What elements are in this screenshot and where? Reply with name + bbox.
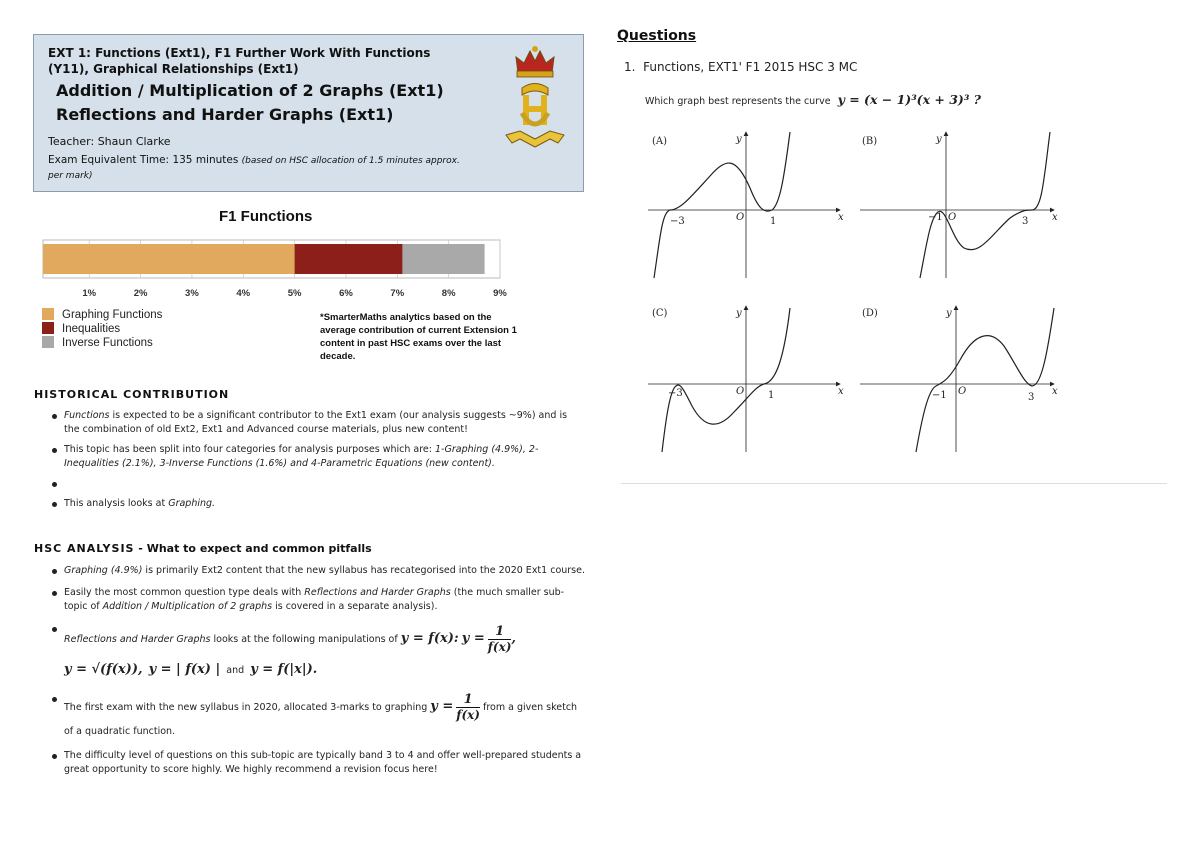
tick-label: 9% [493,288,507,299]
legend-item-inequalities [42,322,162,335]
list-item [50,443,585,471]
list-item [50,564,585,578]
bar-segment-inequalities [295,244,403,274]
tick-label: 4% [236,288,251,299]
historical-list [50,409,585,511]
legend-label-inverse: Inverse Functions [62,337,153,349]
graph-c-origin: O [736,386,745,397]
graph-d-label: (D) [862,308,878,319]
stacked-bar-chart [30,232,510,308]
math-and: and [226,665,245,676]
header-box [33,34,584,192]
graph-b-tick-neg1: −1 [928,212,943,223]
chart-title: F1 Functions [219,208,313,225]
hsc-list [50,564,585,777]
chart-legend [42,308,162,349]
graph-d [860,306,1058,452]
fraction-denominator: f(x) [456,708,480,722]
list-item [50,622,585,682]
hsc-b3-em: Reflections and Harder Graphs [64,634,211,645]
historical-b1-em: Functions [64,410,110,421]
hsc-b2-end: is covered in a separate analysis). [272,601,438,612]
tick-label: 2% [133,288,148,299]
title-line-1: Addition / Multiplication of 2 Graphs (Ext1) [56,81,444,100]
exam-value: 135 minutes [172,154,239,166]
graph-b-tick-3: 3 [1022,216,1029,227]
historical-b2-text: This topic has been split into four categories for analysis purposes which are: [64,444,436,455]
list-item [50,749,585,777]
graph-a-origin: O [736,212,745,223]
graph-d-tick-3: 3 [1028,392,1035,403]
graph-c [648,306,844,452]
hsc-title-rest: - What to expect and common pitfalls [134,542,372,555]
legend-swatch-inverse [42,336,54,348]
hsc-b2-em1: Reflections and Harder Graphs [304,587,451,598]
graph-a-tick-neg3: −3 [670,216,685,227]
historical-b4-em: Graphing. [168,498,216,509]
teacher-line [48,135,171,148]
graph-b [860,132,1058,278]
fraction-numerator: 1 [488,624,512,640]
school-crest-icon [500,43,570,153]
hsc-b3-text: looks at the following manipulations of [210,634,401,645]
tick-label: 6% [339,288,353,299]
graph-d-y-axis-label: y [946,308,952,319]
questions-heading: Questions [617,28,697,44]
question-number: 1. [624,60,636,74]
hsc-b1-em: Graphing (4.9%) [64,565,143,576]
hsc-b2-mid: (the much smaller sub-topic of [64,587,565,612]
historical-b4-text: This analysis looks at [64,498,169,509]
historical-b1-text: is expected to be a significant contributor to the Ext1 exam (our analysis suggests ~9%) and is the combination of old Ext2, Ext1 and Advanced course materials, plus new content! [64,410,568,435]
exam-time-line [48,153,468,183]
graph-c-y-axis-label: y [736,308,742,319]
math-f-abs-x: y = f(|x|). [250,662,318,677]
hsc-b1-text: is primarily Ext2 content that the new syllabus has recategorised into the 2020 Ext1 course. [142,565,586,576]
graph-d-tick-neg1: −1 [932,390,947,401]
list-item [50,497,585,511]
graph-d-x-axis-label: x [1052,386,1058,397]
hsc-b2-em2: Addition / Multiplication of 2 graphs [102,601,273,612]
legend-item-inverse [42,336,162,349]
legend-label-inequalities: Inequalities [62,323,121,335]
hsc-title-bold: HSC ANALYSIS [34,542,135,555]
question-1-prompt [645,92,981,107]
list-item [50,586,585,614]
math-y-equals-fx: y = f(x): [400,631,459,646]
hsc-b2-text: Easily the most common question type deals with [64,587,305,598]
legend-label-graphing: Graphing Functions [62,309,163,321]
graph-d-origin: O [958,386,967,397]
question-title: Functions, EXT1' F1 2015 HSC 3 MC [643,60,858,74]
list-item [50,692,585,741]
hsc-b4-text: The first exam with the new syllabus in 2020, allocated 3-marks to graphing [64,702,431,713]
graph-a [648,132,844,278]
list-item [50,477,585,491]
exam-note: (based on HSC allocation of 1.5 minutes approx. per mark) [48,156,460,181]
graph-c-label: (C) [652,308,668,319]
chart-note: *SmarterMaths analytics based on the average contribution of current Extension 1 content in past HSC exams over the last decade. [320,312,517,362]
graph-c-tick-1: 1 [768,390,775,401]
hsc-b4-end: from a given sketch of a quadratic function. [64,702,578,737]
graph-b-y-axis-label: y [936,134,942,145]
tick-label: 5% [287,288,302,299]
graph-b-label: (B) [862,136,878,147]
question-equation: y = (x − 1)³(x + 3)³ ? [837,92,981,107]
title-line-2: Reflections and Harder Graphs (Ext1) [56,105,394,124]
legend-swatch-graphing [42,308,54,320]
historical-title: HISTORICAL CONTRIBUTION [34,388,230,401]
tick-label: 1% [82,288,97,299]
question-1-title [624,60,857,74]
fraction-denominator: f(x) [487,640,512,654]
math-y-equals: y = [430,699,454,714]
hsc-b5-text: The difficulty level of questions on this sub-topic are typically band 3 to 4 and offer well-prepared students a great opportunity to score highly. We highly recommend a revision focus here! [64,750,582,775]
legend-item-graphing [42,308,162,321]
tick-label: 8% [441,288,456,299]
teacher-label: Teacher: [48,135,95,148]
hsc-title [34,542,372,555]
graph-a-y-axis-label: y [736,134,742,145]
math-y-equals: y = [461,631,485,646]
teacher-name: Shaun Clarke [97,135,171,148]
tick-label: 7% [390,288,405,299]
math-sqrt-fx: y = √(f(x)), [64,662,143,677]
graph-c-tick-neg3: −3 [668,388,683,399]
math-line-2 [64,659,585,682]
tick-label: 3% [185,288,199,299]
graph-b-origin: O [948,212,957,223]
math-comma: , [511,631,516,646]
legend-swatch-inequalities [42,322,54,334]
math-abs-fx: y = | f(x) | [148,662,221,677]
bar-segment-inverse-functions [402,244,484,274]
bar-segment-graphing-functions [43,244,295,274]
graph-a-tick-1: 1 [770,216,777,227]
fraction-numerator: 1 [456,692,480,708]
graph-a-x-axis-label: x [838,212,844,223]
answer-graphs [640,128,1080,458]
historical-b2-em: 1-Graphing (4.9%), 2-Inequalities (2.1%), 3-Inverse Functions (1.6%) and 4-Parametric Equations (new content). [64,444,539,469]
math-fraction [456,692,480,723]
math-fraction [488,624,512,655]
section-divider [621,483,1167,484]
graph-b-x-axis-label: x [1052,212,1058,223]
list-item [50,409,585,437]
graph-a-label: (A) [652,136,668,147]
graph-c-x-axis-label: x [838,386,844,397]
course-line: EXT 1: Functions (Ext1), F1 Further Work With Functions (Y11), Graphical Relationships (Ext1) [48,46,431,76]
exam-label: Exam Equivalent Time: [48,154,170,166]
question-prompt-text: Which graph best represents the curve [645,96,831,107]
